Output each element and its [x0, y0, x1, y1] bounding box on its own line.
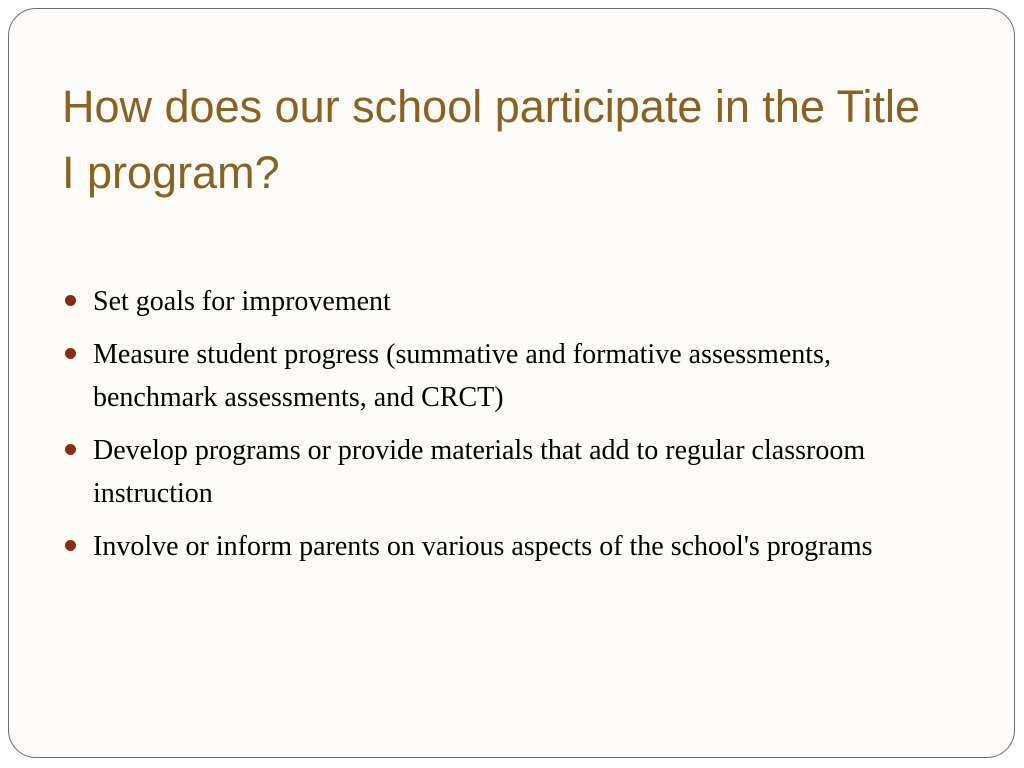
bullet-text: Set goals for improvement — [93, 286, 391, 317]
bullet-text: Develop programs or provide materials that add to regular classroom instruction — [93, 435, 866, 509]
bullet-item-2 — [62, 333, 902, 419]
bullet-item-1 — [62, 280, 902, 323]
slide-title: How does our school participate in the Title I program? — [62, 81, 920, 198]
bullet-text: Involve or inform parents on various aspects of the school's programs — [93, 531, 873, 562]
bullet-marker-icon — [65, 444, 76, 455]
bullet-text: Measure student progress (summative and formative assessments, benchmark assessments, and CRCT) — [93, 339, 831, 413]
bullet-item-4 — [62, 525, 902, 568]
bullet-marker-icon — [65, 295, 76, 306]
bullet-marker-icon — [65, 348, 76, 359]
bullet-item-3 — [62, 429, 902, 515]
bullet-marker-icon — [65, 540, 76, 551]
bullet-list — [62, 280, 902, 578]
